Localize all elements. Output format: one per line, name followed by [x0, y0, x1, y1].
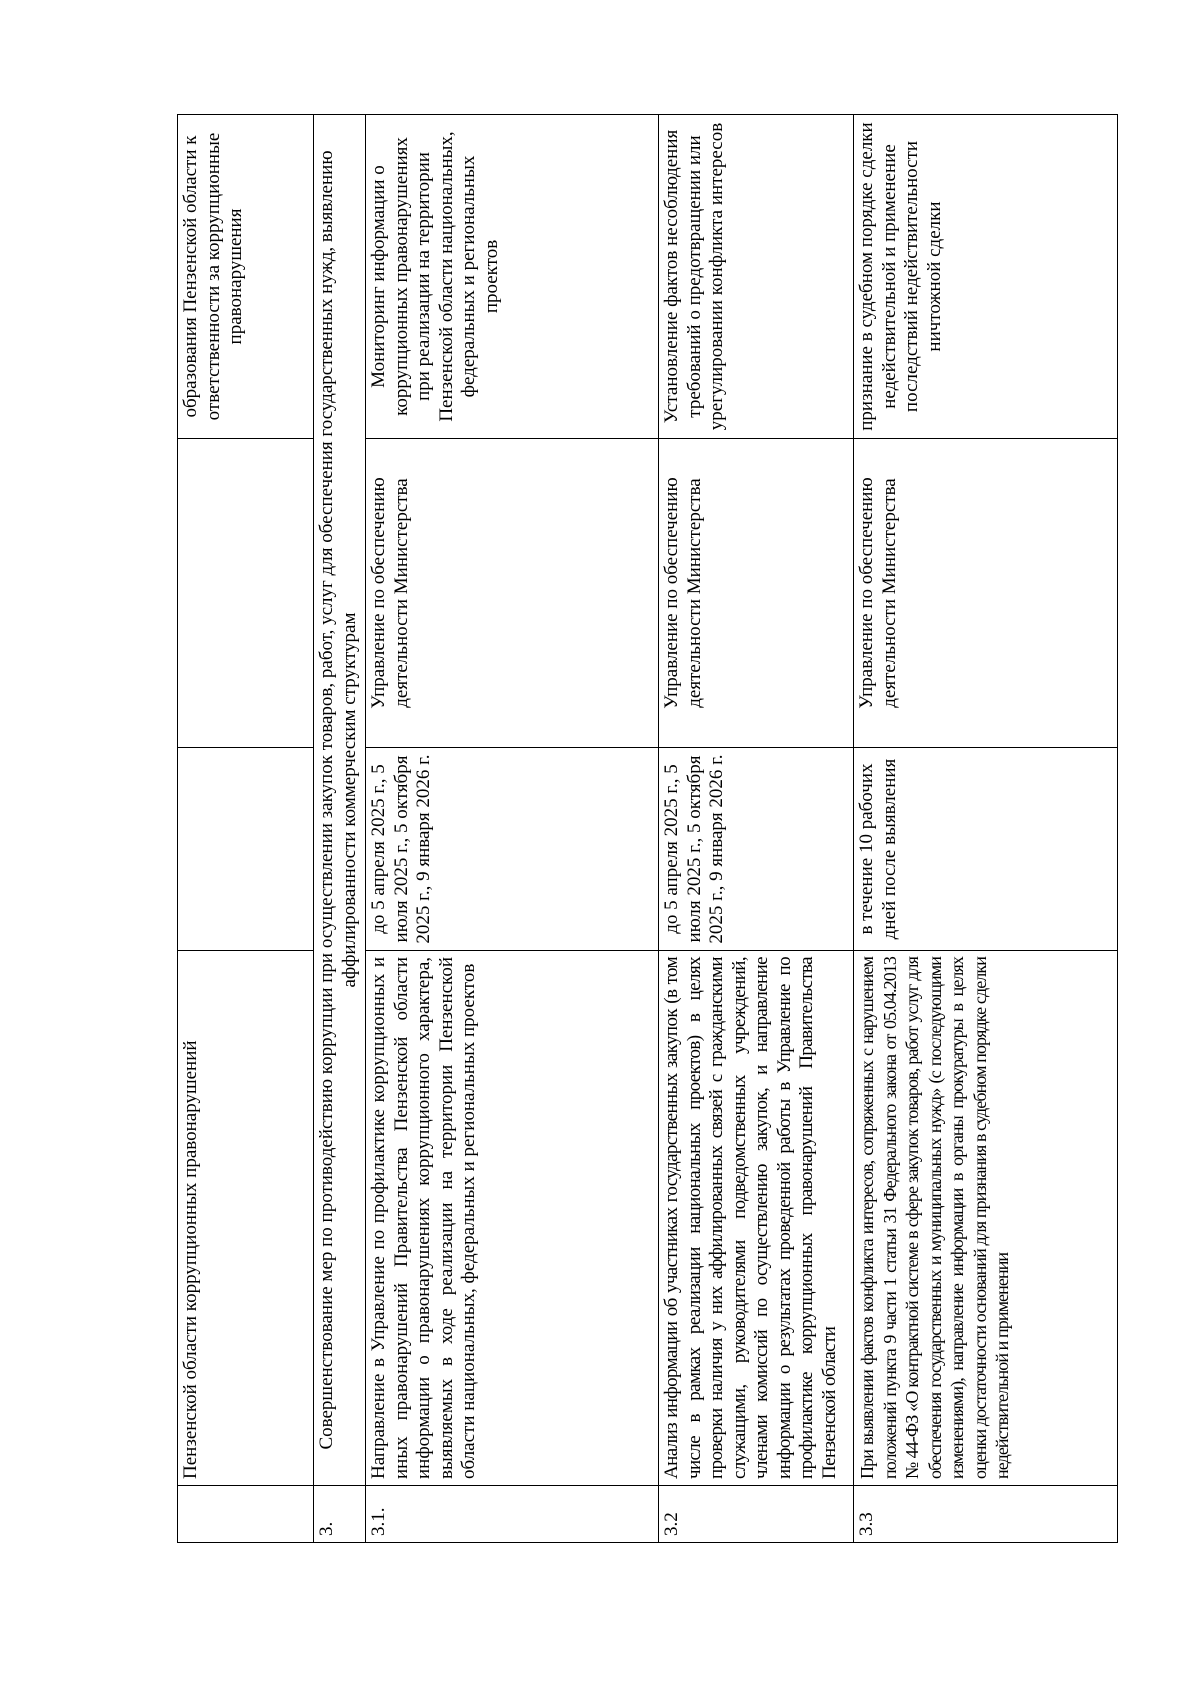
- row-deadline: до 5 апреля 2025 г., 5 июля 2025 г., 5 октября 2025 г., 9 января 2026 г.: [659, 748, 854, 951]
- row-measure: Анализ информации об участниках государственных закупок (в том числе в рамках реализации национальных проектов) в целях проверки наличия у них аффилированных связей с гражданскими служащими, руководителями подведомственных учреждений, членами комиссий по осуществлению закупок, и направление информации о результатах проведенной работы в Управление по профилактике коррупционных правонарушений Правительства Пензенской области: [659, 951, 854, 1486]
- row-responsible: Управление по обеспечению деятельности Министерства: [659, 439, 854, 748]
- row-measure: При выявлении фактов конфликта интересов, сопряженных с нарушением положений пункта 9 части 1 статьи 31 Федерального закона от 05.04.2013 № 44-ФЗ «О контрактной системе в сфере закупок товаров, работ услуг для обеспечения государственных и муниципальных нужд» (с последующими изменениями), направление информации в органы прокуратуры в целях оценки достаточности оснований для признания в судебном порядке сделки недействительной и применении: [854, 951, 1118, 1486]
- row-num: 3.1.: [366, 1486, 659, 1543]
- measures-table: [177, 114, 1118, 1543]
- table-row: [366, 115, 659, 1543]
- table-row: [659, 115, 854, 1543]
- row-measure: Направление в Управление по профилактике коррупционных и иных правонарушений Правительства Пензенской области информации о правонарушениях коррупционного характера, выявляемых в ходе реализации на территории Пензенской области национальных, федеральных и региональных проектов: [366, 951, 659, 1486]
- table-row: [854, 115, 1118, 1543]
- row-deadline: до 5 апреля 2025 г., 5 июля 2025 г., 5 октября 2025 г., 9 января 2026 г.: [366, 748, 659, 951]
- section-num: 3.: [314, 1486, 366, 1543]
- table-row-top: [178, 115, 314, 1543]
- row-responsible: Управление по обеспечению деятельности Министерства: [854, 439, 1118, 748]
- top-measure-cell: Пензенской области коррупционных правонарушений: [178, 951, 314, 1486]
- top-result-cell: образования Пензенской области к ответственности за коррупционные правонарушения: [178, 115, 314, 439]
- row-result: Установление фактов несоблюдения требований о предотвращении или урегулировании конфликта интересов: [659, 115, 854, 439]
- top-num-cell: [178, 1486, 314, 1543]
- row-result: признание в судебном порядке сделки недействительной и применение последствий недействительности ничтожной сделки: [854, 115, 1118, 439]
- section-row: [314, 115, 366, 1543]
- row-result: Мониторинг информации о коррупционных правонарушениях при реализации на территории Пензенской области национальных, федеральных и региональных проектов: [366, 115, 659, 439]
- row-num: 3.2: [659, 1486, 854, 1543]
- row-num: 3.3: [854, 1486, 1118, 1543]
- row-responsible: Управление по обеспечению деятельности Министерства: [366, 439, 659, 748]
- section-title: Совершенствование мер по противодействию коррупции при осуществлении закупок товаров, работ, услуг для обеспечения государственных нужд, выявлению аффилированности коммерческим структурам: [314, 115, 366, 1486]
- rotated-page: [177, 115, 1117, 1543]
- top-deadline-cell: [178, 748, 314, 951]
- top-responsible-cell: [178, 439, 314, 748]
- row-deadline: в течение 10 рабочих дней после выявления: [854, 748, 1118, 951]
